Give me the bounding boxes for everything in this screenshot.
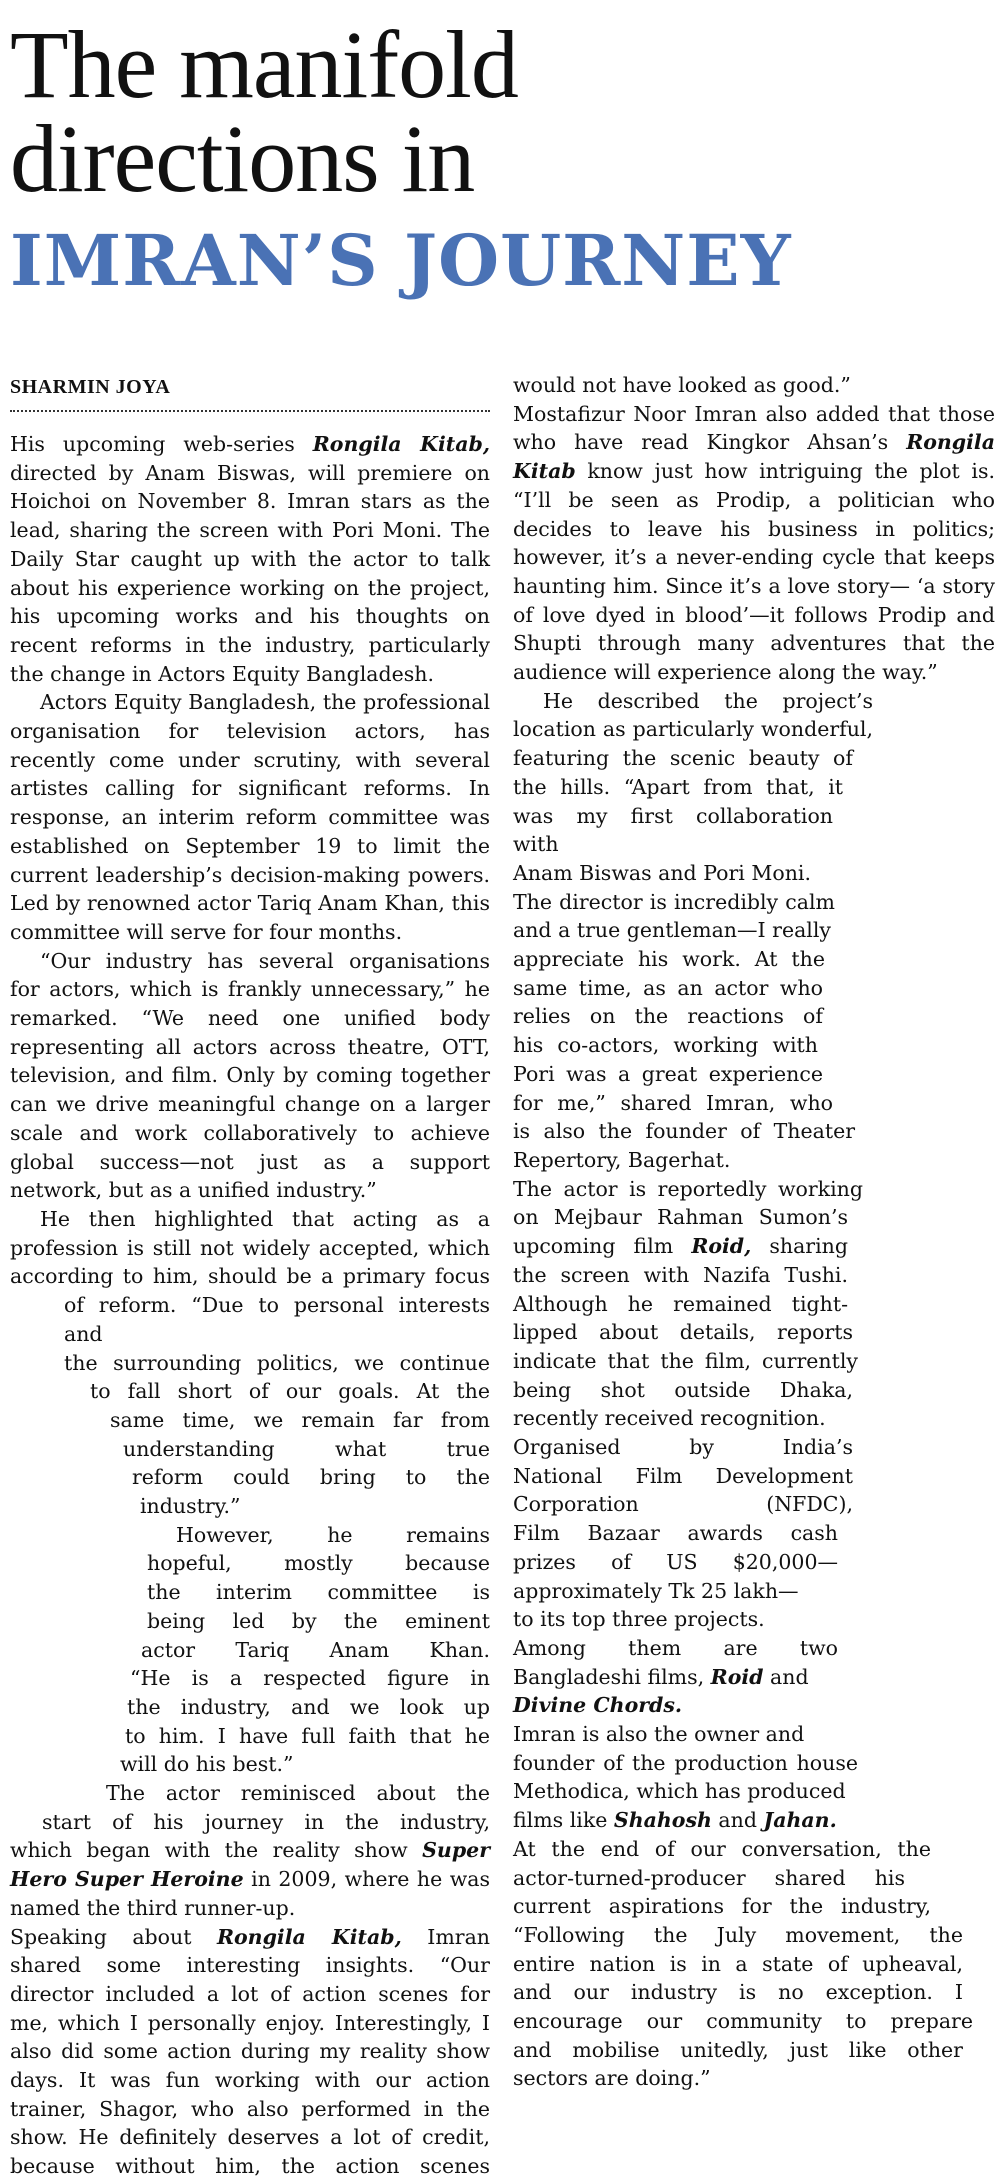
paragraph-continued: would not have looked as good.” bbox=[513, 373, 851, 397]
headline-accent: IMRAN’S JOURNEY bbox=[10, 219, 792, 302]
paragraph: His upcoming web-series Rongila Kitab, directed by Anam Biswas, will premiere on Hoichoi on November 8. Imran stars as the lead, sharing the screen with Pori Moni. The Daily Star caught up with the actor to talk about his experience working on the project, his upcoming works and his thoughts on recent reforms in the industry, particularly the change in Actors Equity Bangladesh. bbox=[10, 432, 490, 686]
paragraph: Mostafizur Noor Imran also added that those who have read Kingkor Ahsan’s Rongila Kitab know just how intriguing the plot is. “I’ll be seen as Prodip, a politician who decides to leave his business in politics; however, it’s a never-ending cycle that keeps haunting him. Since it’s a love story— ‘a story of love dyed in blood’—it follows Prodip and Shupti through many adventures that the audience will experience along the way.” bbox=[513, 401, 995, 685]
headline-line-1: The manifold bbox=[10, 11, 518, 118]
byline-rule bbox=[10, 410, 490, 412]
byline: SHARMIN JOYA bbox=[10, 376, 171, 398]
paragraph: Speaking about Rongila Kitab, Imran shared some interesting insights. “Our director included a lot of action scenes for me, which I personally enjoy. Interestingly, I also did some action during my reality show days. It was fun working with our action trainer, Shagor, who also performed in the show. He definitely deserves a lot of credit, because without him, the action scenes bbox=[10, 1924, 490, 2179]
article-column-2 bbox=[513, 371, 995, 2093]
title-divine-chords: Divine Chords. bbox=[513, 1693, 683, 1718]
paragraph: Actors Equity Bangladesh, the professional organisation for television actors, has recently come under scrutiny, with several artistes calling for significant reforms. In response, an interim reform committee was established on September 19 to limit the current leadership’s decision-making powers. Led by renowned actor Tariq Anam Khan, this committee will serve for four months. bbox=[10, 690, 490, 944]
title-roid: Roid bbox=[710, 1664, 764, 1689]
article-column-1 bbox=[10, 430, 490, 2181]
paragraph-wrap-left: He then highlighted that acting as a profession is still not widely accepted, which according to him, should be a primary focus of reform. “Due to personal interests and the surrounding politics, we continue to fall short of our goals. At the same time, we remain far from understanding what true reform could bring to the industry.” However, he remains hopeful, mostly because the interim committee is being led by the eminent actor Tariq Anam Khan. “He is a respected figure in the industry, and we look up to him. I have full faith that he will do his best.” The actor reminisced about the start of his journey in the industry, bbox=[10, 1206, 490, 1834]
headline bbox=[10, 11, 1000, 316]
paragraph: “Our industry has several organisations for actors, which is frankly unnecessary,” he remarked. “We need one unified body representing all actors across theatre, OTT, television, and film. Only by coming together can we drive meaningful change on a larger scale and work collaboratively to achieve global success—not just as a support network, but as a unified industry.” bbox=[10, 948, 490, 1203]
paragraph: which began with the reality show Super Hero Super Heroine in 2009, where he was named the third runner-up. bbox=[10, 1838, 491, 1920]
headline-line-2: directions in bbox=[10, 105, 475, 212]
title-rongila-kitab: Rongila Kitab bbox=[513, 430, 995, 484]
title-jahan: Jahan. bbox=[763, 1808, 837, 1833]
paragraph-wrap-right: He described the project’s location as particularly wonderful, featuring the scenic beauty of the hills. “Apart from that, it was my first collaboration with Anam Biswas and Pori Moni. The director is incredibly calm and a true gentleman—I really appreciate his work. At the same time, as an actor who relies on the reactions of his co-actors, working with Pori was a great experience for me,” shared Imran, who is also the founder of Theater Repertory, Bagerhat. The actor is reportedly working on Mejbaur Rahman Sumon’s upcoming film Roid, sharing the screen with Nazifa Tushi. Although he remained tight- lipped about details, reports indicate that the film, currently being shot outside Dhaka, recently received recognition. Organised by India’s National Film Development Corporation (NFDC), Film Bazaar awards cash prizes of US $20,000— approximately Tk 25 lakh— to its top three projects. Among them are two Bangladeshi films, Roid and Divine Chords. Imran is also the owner and founder of the production house Methodica, which has produced films like Shahosh and Jahan. bbox=[513, 688, 873, 1833]
title-rongila-kitab: Rongila Kitab, bbox=[216, 1924, 402, 1949]
title-rongila-kitab: Rongila Kitab, bbox=[312, 432, 490, 456]
title-roid: Roid, bbox=[691, 1234, 752, 1259]
title-shahosh: Shahosh bbox=[613, 1808, 712, 1833]
title-super-hero-super-heroine: Super Hero Super Heroine bbox=[10, 1838, 490, 1892]
paragraph-closing: At the end of our conversation, the actor-turned-producer shared his current aspirations for the industry, “Following the July movement, the entire nation is in a state of upheaval, and our industry is no exception. I encourage our community to prepare and mobilise unitedly, just like other sectors are doing.” bbox=[513, 1836, 973, 2091]
